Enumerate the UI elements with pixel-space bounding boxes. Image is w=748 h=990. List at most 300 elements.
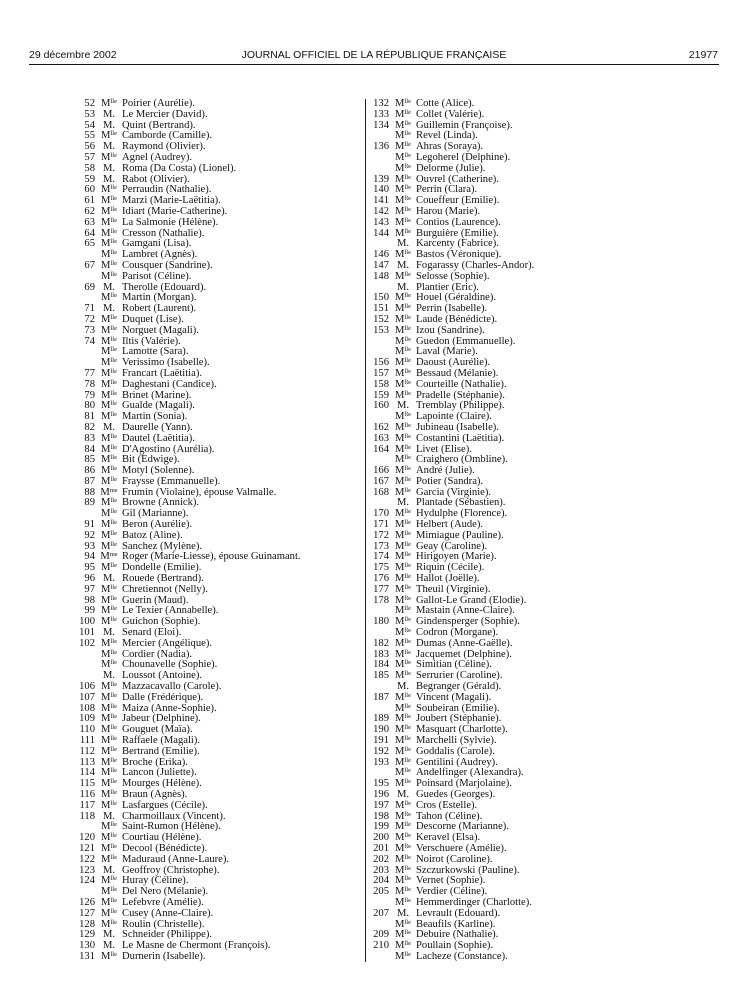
- entry-number: 140: [373, 184, 389, 196]
- entry-number: 187: [373, 691, 389, 703]
- person-name: Collet (Valérie).: [416, 108, 485, 120]
- civility: $M^{lle}$: [395, 151, 411, 163]
- civility: $M^{lle}$: [395, 886, 411, 898]
- person-name: Beron (Aurélie).: [122, 519, 193, 531]
- entry-number: 189: [373, 713, 389, 725]
- entry-number: 193: [373, 756, 389, 768]
- person-name: Cotte (Alice).: [416, 98, 475, 109]
- person-name: Durnerin (Isabelle).: [122, 950, 206, 962]
- civility: $M^{lle}$: [395, 540, 411, 552]
- person-name: Helbert (Aude).: [416, 519, 484, 531]
- person-name: Gil (Marianne).: [122, 508, 189, 520]
- civility: $M^{lle}$: [395, 691, 411, 703]
- civility: M.: [102, 162, 116, 174]
- entry-number: 168: [373, 486, 389, 498]
- civility: $M^{lle}$: [395, 270, 411, 282]
- civility: $M^{lle}$: [395, 799, 411, 811]
- list-item: [372, 326, 672, 337]
- person-name: Harou (Marie).: [416, 205, 481, 217]
- entry-number: 120: [79, 832, 95, 844]
- person-name: Daghestani (Candice).: [122, 378, 217, 390]
- civility: $M^{lle}$: [101, 778, 117, 790]
- entry-number: 122: [79, 853, 95, 865]
- entry-number: 88: [84, 486, 95, 498]
- entry-number: 204: [373, 875, 389, 887]
- civility: M.: [102, 810, 116, 822]
- entry-number: 209: [373, 929, 389, 941]
- list-item: [372, 164, 672, 175]
- civility: $M^{lle}$: [395, 508, 411, 520]
- person-name: Roma (Da Costa) (Lionel).: [122, 162, 237, 174]
- list-item: [372, 855, 672, 866]
- person-name: Perrin (Clara).: [416, 184, 478, 196]
- civility: $M^{me}$: [100, 551, 118, 563]
- person-name: Chretiennot (Nelly).: [122, 583, 208, 595]
- civility: $M^{lle}$: [101, 950, 117, 962]
- entry-number: 203: [373, 864, 389, 876]
- entry-number: 139: [373, 173, 389, 185]
- civility: $M^{lle}$: [395, 119, 411, 131]
- civility: $M^{lle}$: [395, 98, 411, 109]
- person-name: Joubert (Stéphanie).: [416, 713, 502, 725]
- person-name: Fogarassy (Charles-Andor).: [416, 259, 535, 271]
- person-name: Costantini (Laëtitia).: [416, 432, 505, 444]
- entry-number: 113: [79, 756, 95, 768]
- list-item: [78, 110, 378, 121]
- civility: $M^{lle}$: [395, 195, 411, 207]
- civility: $M^{lle}$: [395, 465, 411, 477]
- entry-number: 100: [79, 616, 95, 628]
- civility: M.: [396, 789, 410, 800]
- person-name: Geay (Caroline).: [416, 540, 488, 552]
- person-name: Marchelli (Sylvie).: [416, 735, 497, 747]
- civility: M.: [102, 119, 116, 131]
- person-name: Vincent (Magali).: [416, 691, 492, 703]
- entry-number: 142: [373, 205, 389, 217]
- civility: $M^{lle}$: [395, 411, 411, 423]
- person-name: Coueffeur (Emilie).: [416, 195, 500, 207]
- person-name: Cordier (Nadia).: [122, 648, 193, 660]
- person-name: Rabot (Olivier).: [122, 173, 190, 185]
- entry-number: 108: [79, 702, 95, 714]
- person-name: Theuil (Virginie).: [416, 583, 491, 595]
- civility: $M^{lle}$: [101, 292, 117, 304]
- entry-number: 178: [373, 594, 389, 606]
- person-name: Lefebvre (Amélie).: [122, 896, 204, 908]
- entry-number: 67: [84, 259, 95, 271]
- person-name: Iltis (Valérie).: [122, 335, 181, 347]
- person-name: Dautel (Laëtitia).: [122, 432, 195, 444]
- entry-number: 176: [373, 573, 389, 585]
- person-name: Begranger (Gérald).: [416, 681, 502, 693]
- entry-number: 123: [79, 864, 95, 876]
- civility: $M^{lle}$: [395, 648, 411, 660]
- entry-number: 112: [79, 745, 95, 757]
- person-name: Le Mercier (David).: [122, 108, 208, 120]
- entry-number: 59: [84, 173, 95, 185]
- person-name: Tremblay (Philippe).: [416, 400, 505, 412]
- entry-number: 74: [84, 335, 95, 347]
- civility: $M^{lle}$: [101, 853, 117, 865]
- list-item: [372, 801, 672, 812]
- person-name: Szczurkowski (Pauline).: [416, 864, 520, 876]
- person-name: Brinet (Marine).: [122, 389, 192, 401]
- person-name: Serrurier (Caroline).: [416, 670, 503, 682]
- list-item: [78, 272, 378, 283]
- person-name: Saint-Rumon (Hélène).: [122, 821, 221, 833]
- entry-number: 131: [79, 950, 95, 962]
- person-name: Jabeur (Delphine).: [122, 713, 201, 725]
- civility: $M^{lle}$: [101, 346, 117, 358]
- person-name: Verdier (Céline).: [416, 886, 488, 898]
- civility: $M^{lle}$: [101, 918, 117, 930]
- entry-number: [372, 337, 389, 348]
- entry-number: 102: [79, 637, 95, 649]
- civility: $M^{lle}$: [395, 702, 411, 714]
- person-name: Livet (Elise).: [416, 443, 472, 455]
- civility: $M^{lle}$: [101, 378, 117, 390]
- entry-number: 175: [373, 562, 389, 574]
- person-name: Le Texier (Annabelle).: [122, 605, 219, 617]
- civility: $M^{lle}$: [395, 108, 411, 120]
- entry-number: 81: [84, 411, 95, 423]
- person-name: Raymond (Olivier).: [122, 141, 206, 153]
- entry-number: 158: [373, 378, 389, 390]
- civility: $M^{lle}$: [101, 745, 117, 757]
- person-name: Burguière (Emilie).: [416, 227, 499, 239]
- entry-number: 210: [373, 940, 389, 952]
- entry-number: 152: [373, 313, 389, 325]
- entry-number: 156: [373, 357, 389, 369]
- civility: $M^{lle}$: [101, 519, 117, 531]
- civility: $M^{lle}$: [101, 324, 117, 336]
- civility: $M^{lle}$: [395, 670, 411, 682]
- entry-number: 141: [373, 195, 389, 207]
- civility: $M^{lle}$: [101, 411, 117, 423]
- entry-number: 114: [79, 767, 95, 779]
- person-name: Browne (Annick).: [122, 497, 200, 509]
- person-name: Huray (Céline).: [122, 875, 189, 887]
- column-divider: [365, 99, 366, 962]
- civility: $M^{lle}$: [101, 821, 117, 833]
- civility: $M^{lle}$: [101, 605, 117, 617]
- person-name: Hallot (Joëlle).: [416, 573, 480, 585]
- entry-number: 117: [79, 799, 95, 811]
- civility: $M^{lle}$: [395, 810, 411, 822]
- civility: M.: [396, 681, 410, 693]
- civility: $M^{lle}$: [101, 724, 117, 736]
- entry-number: 153: [373, 324, 389, 336]
- civility: $M^{lle}$: [101, 896, 117, 908]
- person-name: Lancon (Juliette).: [122, 767, 197, 779]
- civility: $M^{lle}$: [101, 184, 117, 196]
- entry-number: 87: [84, 475, 95, 487]
- civility: $M^{lle}$: [101, 465, 117, 477]
- civility: $M^{lle}$: [101, 151, 117, 163]
- person-name: Mazzacavallo (Carole).: [122, 681, 222, 693]
- person-name: Parisot (Céline).: [122, 270, 192, 282]
- entry-number: 171: [373, 519, 389, 531]
- list-item: [372, 218, 672, 229]
- civility: $M^{lle}$: [101, 562, 117, 574]
- entry-number: [78, 650, 95, 661]
- person-name: Soubeiran (Emilie).: [416, 702, 500, 714]
- entry-number: 118: [79, 810, 95, 822]
- entry-number: 134: [373, 119, 389, 131]
- entry-number: 63: [84, 216, 95, 228]
- civility: $M^{lle}$: [101, 540, 117, 552]
- person-name: Laval (Marie).: [416, 346, 478, 358]
- person-name: Robert (Laurent).: [122, 303, 197, 315]
- list-item: [372, 909, 672, 920]
- person-name: Charmoillaux (Vincent).: [122, 810, 226, 822]
- person-name: Descorne (Marianne).: [416, 821, 509, 833]
- entry-number: 132: [373, 98, 389, 109]
- entry-number: 99: [84, 605, 95, 617]
- civility: $M^{lle}$: [395, 227, 411, 239]
- civility: $M^{lle}$: [395, 421, 411, 433]
- person-name: D'Agostino (Aurélia).: [122, 443, 215, 455]
- civility: $M^{lle}$: [101, 702, 117, 714]
- entry-number: 151: [373, 303, 389, 315]
- list-item: [78, 218, 378, 229]
- civility: $M^{lle}$: [395, 896, 411, 908]
- entry-number: 143: [373, 216, 389, 228]
- person-name: Poirier (Aurélie).: [122, 98, 195, 109]
- civility: $M^{lle}$: [395, 594, 411, 606]
- civility: $M^{lle}$: [395, 918, 411, 930]
- civility: $M^{lle}$: [395, 551, 411, 563]
- person-name: Dumas (Anne-Gaëlle).: [416, 637, 513, 649]
- civility: $M^{lle}$: [101, 335, 117, 347]
- entry-number: [372, 164, 389, 175]
- civility: $M^{lle}$: [395, 940, 411, 952]
- civility: $M^{lle}$: [101, 583, 117, 595]
- entry-number: 65: [84, 238, 95, 250]
- entry-number: 94: [84, 551, 95, 563]
- civility: $M^{lle}$: [395, 627, 411, 639]
- entry-number: 198: [373, 810, 389, 822]
- civility: $M^{lle}$: [101, 594, 117, 606]
- person-name: Cros (Estelle).: [416, 799, 478, 811]
- person-name: Mastain (Anne-Claire).: [416, 605, 515, 617]
- list-item: [372, 380, 672, 391]
- entry-number: 146: [373, 249, 389, 261]
- civility: $M^{lle}$: [101, 227, 117, 239]
- civility: $M^{lle}$: [395, 346, 411, 358]
- civility: $M^{lle}$: [395, 659, 411, 671]
- header-rule: [29, 64, 719, 65]
- civility: $M^{lle}$: [101, 529, 117, 541]
- entry-number: 177: [373, 583, 389, 595]
- civility: M.: [396, 281, 410, 293]
- person-name: Therolle (Edouard).: [122, 281, 207, 293]
- civility: M.: [102, 670, 116, 682]
- civility: $M^{lle}$: [395, 357, 411, 369]
- entry-number: 89: [84, 497, 95, 509]
- civility: $M^{lle}$: [395, 367, 411, 379]
- civility: M.: [102, 940, 116, 952]
- journal-title: JOURNAL OFFICIEL DE LA RÉPUBLIQUE FRANÇAISE: [241, 49, 507, 61]
- civility: $M^{lle}$: [395, 216, 411, 228]
- person-name: Masquart (Charlotte).: [416, 724, 508, 736]
- person-name: Braun (Agnès).: [122, 789, 188, 800]
- person-name: Bastos (Véronique).: [416, 249, 502, 261]
- person-name: Bessaud (Mélanie).: [416, 367, 499, 379]
- entry-number: 199: [373, 821, 389, 833]
- civility: $M^{lle}$: [101, 443, 117, 455]
- civility: $M^{lle}$: [395, 335, 411, 347]
- entry-number: 57: [84, 151, 95, 163]
- person-name: Plantier (Eric).: [416, 281, 479, 293]
- entry-number: 162: [373, 421, 389, 433]
- entry-number: 80: [84, 400, 95, 412]
- civility: M.: [102, 173, 116, 185]
- civility: $M^{lle}$: [395, 249, 411, 261]
- person-name: Gindensperger (Sophie).: [416, 616, 520, 628]
- civility: M.: [102, 929, 116, 941]
- person-name: Pradelle (Stéphanie).: [416, 389, 505, 401]
- person-name: Hemmerdinger (Charlotte).: [416, 896, 532, 908]
- person-name: Legoherel (Delphine).: [416, 151, 511, 163]
- civility: M.: [102, 141, 116, 153]
- person-name: Del Nero (Mélanie).: [122, 886, 209, 898]
- list-item: [78, 909, 378, 920]
- list-item: [372, 434, 672, 445]
- person-name: Mercier (Angélique).: [122, 637, 213, 649]
- entry-number: 58: [84, 162, 95, 174]
- person-name: Marzi (Marie-Laëtitia).: [122, 195, 221, 207]
- person-name: Houel (Géraldine).: [416, 292, 497, 304]
- civility: M.: [102, 303, 116, 315]
- list-item: [372, 272, 672, 283]
- person-name: Francart (Laëtitia).: [122, 367, 202, 379]
- entry-number: 55: [84, 130, 95, 142]
- civility: $M^{lle}$: [395, 173, 411, 185]
- civility: $M^{lle}$: [101, 886, 117, 898]
- entry-number: 195: [373, 778, 389, 790]
- civility: $M^{lle}$: [101, 681, 117, 693]
- civility: $M^{lle}$: [101, 691, 117, 703]
- person-name: Delorme (Julie).: [416, 162, 486, 174]
- entry-number: 91: [84, 519, 95, 531]
- person-name: Guillemin (Françoise).: [416, 119, 513, 131]
- civility: $M^{lle}$: [101, 799, 117, 811]
- list-item: [78, 801, 378, 812]
- list-item: [78, 952, 378, 963]
- entry-number: 69: [84, 281, 95, 293]
- person-name: Motyl (Solenne).: [122, 465, 195, 477]
- person-name: Dondelle (Emilie).: [122, 562, 202, 574]
- person-name: Daurelle (Yann).: [122, 421, 193, 433]
- civility: $M^{lle}$: [395, 735, 411, 747]
- entry-number: 107: [79, 691, 95, 703]
- person-name: Verissimo (Isabelle).: [122, 357, 210, 369]
- civility: $M^{lle}$: [101, 367, 117, 379]
- civility: $M^{lle}$: [101, 400, 117, 412]
- entry-number: 192: [373, 745, 389, 757]
- person-name: Hydulphe (Florence).: [416, 508, 508, 520]
- entry-number: 84: [84, 443, 95, 455]
- person-name: Cusey (Anne-Claire).: [122, 907, 214, 919]
- person-name: Guerin (Maud).: [122, 594, 189, 606]
- entry-number: 144: [373, 227, 389, 239]
- entry-number: 164: [373, 443, 389, 455]
- entry-number: 61: [84, 195, 95, 207]
- civility: $M^{lle}$: [395, 842, 411, 854]
- right-column-list: [372, 99, 672, 963]
- person-name: Potier (Sandra).: [416, 475, 484, 487]
- entry-number: 111: [79, 735, 95, 747]
- person-name: Verschuere (Amélie).: [416, 842, 507, 854]
- person-name: Guedes (Georges).: [416, 789, 496, 800]
- person-name: Mimiague (Pauline).: [416, 529, 504, 541]
- civility: $M^{lle}$: [395, 432, 411, 444]
- person-name: Perrin (Isabelle).: [416, 303, 488, 315]
- person-name: Guichon (Sophie).: [122, 616, 201, 628]
- civility: $M^{lle}$: [101, 238, 117, 250]
- civility: $M^{lle}$: [101, 270, 117, 282]
- person-name: Duquet (Lise).: [122, 313, 184, 325]
- person-name: Quint (Bertrand).: [122, 119, 196, 131]
- civility: $M^{lle}$: [395, 778, 411, 790]
- person-name: Lamotte (Sara).: [122, 346, 189, 358]
- entry-number: 77: [84, 367, 95, 379]
- entry-number: 115: [79, 778, 95, 790]
- person-name: Bertrand (Emilie).: [122, 745, 200, 757]
- entry-number: 180: [373, 616, 389, 628]
- civility: $M^{lle}$: [395, 475, 411, 487]
- person-name: Izou (Sandrine).: [416, 324, 485, 336]
- civility: $M^{lle}$: [101, 637, 117, 649]
- person-name: Codron (Morgane).: [416, 627, 499, 639]
- person-name: Maiza (Anne-Sophie).: [122, 702, 217, 714]
- person-name: Karcenty (Fabrice).: [416, 238, 499, 250]
- civility: $M^{lle}$: [395, 616, 411, 628]
- person-name: André (Julie).: [416, 465, 475, 477]
- civility: $M^{lle}$: [395, 875, 411, 887]
- civility: $M^{lle}$: [101, 98, 117, 109]
- entry-number: 190: [373, 724, 389, 736]
- civility: $M^{lle}$: [395, 605, 411, 617]
- civility: $M^{lle}$: [101, 249, 117, 261]
- person-name: Beaufils (Karline).: [416, 918, 496, 930]
- person-name: Bit (Edwige).: [122, 454, 180, 466]
- list-item: [78, 164, 378, 175]
- person-name: Ouvrel (Catherine).: [416, 173, 499, 185]
- civility: M.: [396, 907, 410, 919]
- civility: $M^{lle}$: [101, 205, 117, 217]
- entry-number: 127: [79, 907, 95, 919]
- entry-number: 205: [373, 886, 389, 898]
- person-name: Frumin (Violaine), épouse Valmalle.: [122, 486, 277, 498]
- person-name: Poinsard (Marjolaine).: [416, 778, 512, 790]
- civility: $M^{lle}$: [395, 573, 411, 585]
- header-date: 29 décembre 2002: [29, 49, 117, 61]
- person-name: Chounavelle (Sophie).: [122, 659, 218, 671]
- entry-number: 53: [84, 108, 95, 120]
- person-name: Gallot-Le Grand (Elodie).: [416, 594, 527, 606]
- person-name: Geoffroy (Christophe).: [122, 864, 220, 876]
- list-item: [372, 110, 672, 121]
- person-name: Simitian (Céline).: [416, 659, 492, 671]
- civility: M.: [102, 627, 116, 639]
- civility: $M^{lle}$: [395, 141, 411, 153]
- civility: $M^{lle}$: [395, 130, 411, 142]
- person-name: Lapointe (Claire).: [416, 411, 492, 423]
- person-name: Roger (Marie-Liesse), épouse Guinamant.: [122, 551, 301, 563]
- person-name: Lasfargues (Cécile).: [122, 799, 208, 811]
